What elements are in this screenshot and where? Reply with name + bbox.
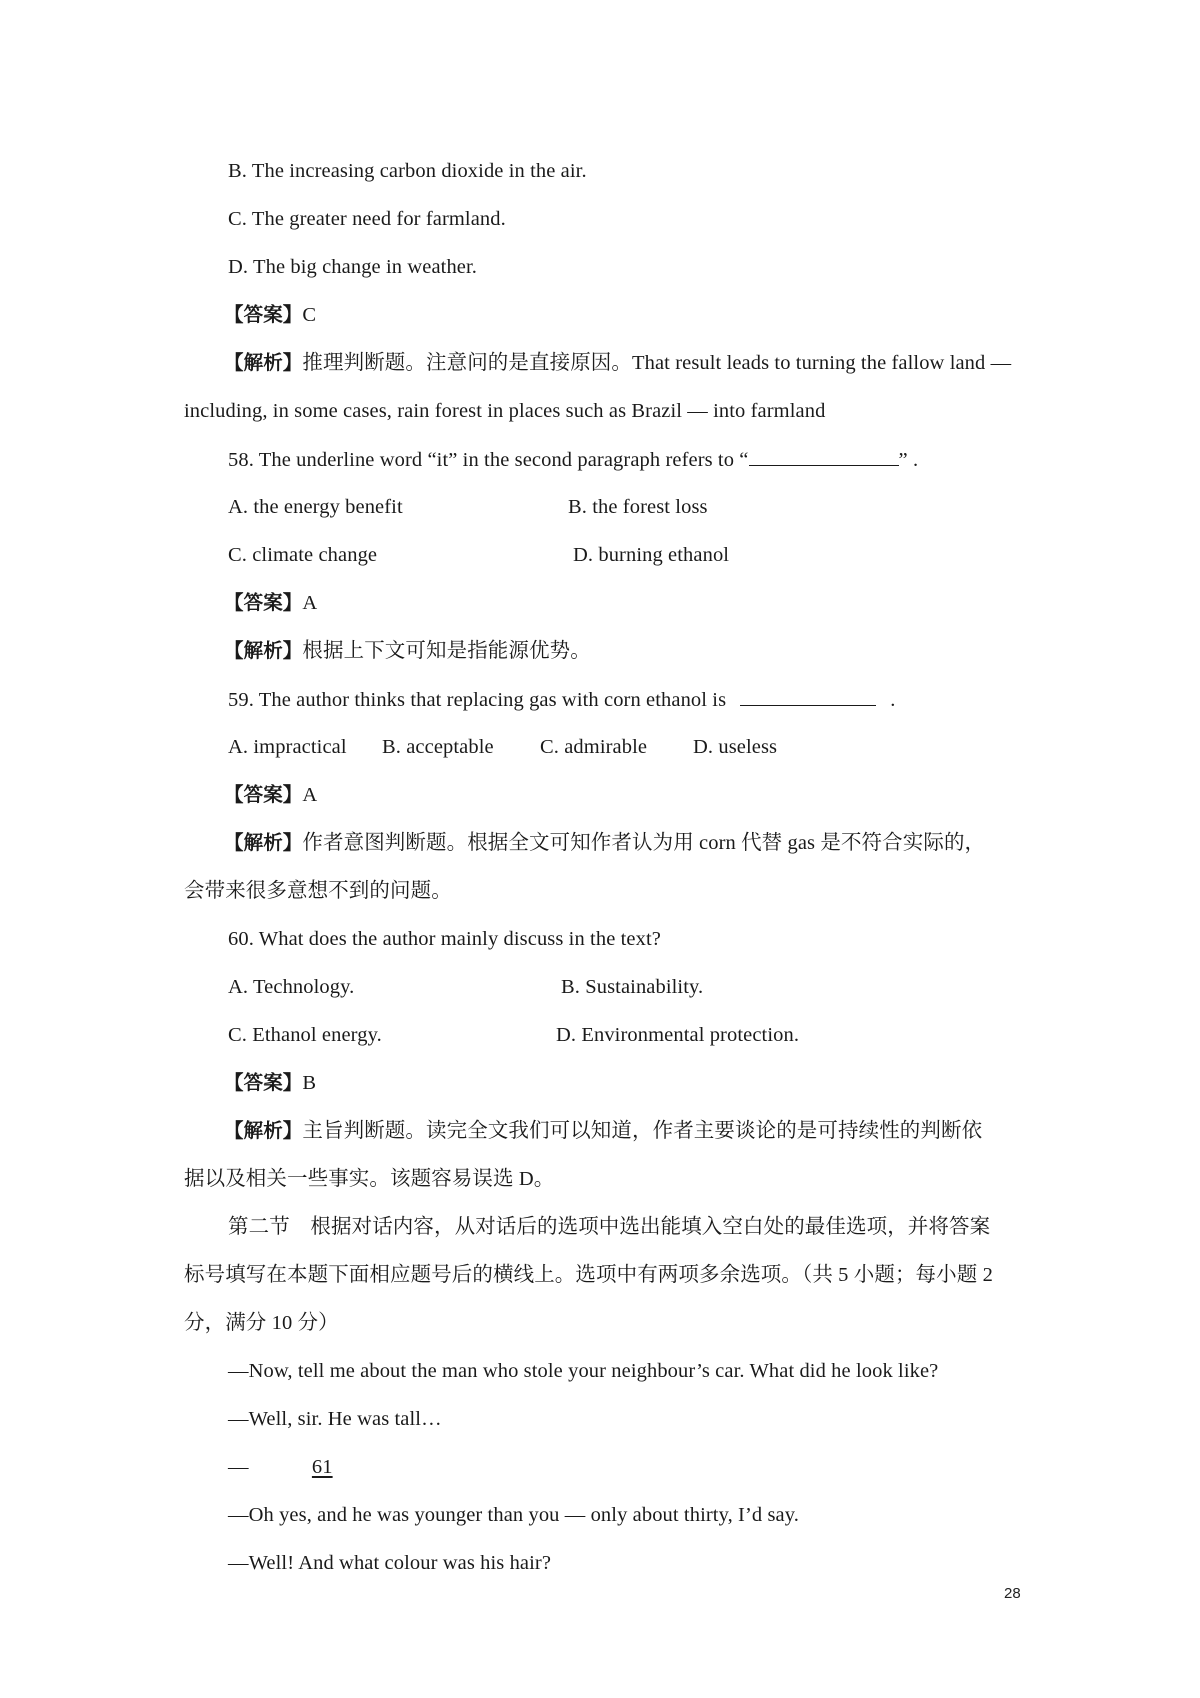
q57-option-b: B. The increasing carbon dioxide in the air. <box>228 160 587 182</box>
analysis-label: 【解析】 <box>224 1119 303 1142</box>
q58-answer <box>224 589 317 617</box>
answer-value: A <box>302 592 318 614</box>
q60-analysis-line-1 <box>224 1117 982 1145</box>
q60-option-c: C. Ethanol energy. <box>228 1024 382 1046</box>
q59-stem-end: . <box>890 689 896 711</box>
dialog-line-3 <box>228 1453 333 1481</box>
analysis-text: 主旨判断题。读完全文我们可以知道，作者主要谈论的是可持续性的判断依 <box>302 1120 983 1142</box>
answer-label: 【答案】 <box>224 1071 303 1094</box>
q57-option-d: D. The big change in weather. <box>228 256 478 278</box>
page-number: 28 <box>1004 1585 1021 1602</box>
analysis-label: 【解析】 <box>224 351 303 374</box>
q59-stem-text: 59. The author thinks that replacing gas with corn ethanol is <box>228 689 727 711</box>
q58-stem-end: ” . <box>898 449 919 471</box>
q60-analysis-line-2: 据以及相关一些事实。该题容易误选 D。 <box>184 1168 555 1190</box>
section-2-instructions-line-2: 标号填写在本题下面相应题号后的横线上。选项中有两项多余选项。（共 5 小题；每小题 2 <box>184 1264 993 1286</box>
answer-label: 【答案】 <box>224 591 303 614</box>
q58-option-c: C. climate change <box>228 544 378 566</box>
q58-option-b: B. the forest loss <box>568 496 708 518</box>
dialog-line-1: —Now, tell me about the man who stole your neighbour’s car. What did he look like? <box>228 1360 939 1382</box>
q59-option-c: C. admirable <box>540 736 648 758</box>
q60-stem: 60. What does the author mainly discuss in the text? <box>228 928 661 950</box>
analysis-text: 根据上下文可知是指能源优势。 <box>302 640 591 662</box>
q60-answer <box>224 1069 316 1097</box>
q57-answer <box>224 301 316 329</box>
q59-blank <box>740 685 876 706</box>
q58-stem-text: 58. The underline word “it” in the second paragraph refers to “ <box>228 449 749 471</box>
q59-option-a: A. impractical <box>228 736 347 758</box>
answer-value: C <box>302 304 317 326</box>
analysis-text: 推理判断题。注意问的是直接原因。That result leads to turning the fallow land — <box>302 352 1012 374</box>
q60-option-b: B. Sustainability. <box>561 976 704 998</box>
q58-analysis <box>224 637 591 665</box>
section-2-instructions-line-1: 第二节 根据对话内容，从对话后的选项中选出能填入空白处的最佳选项，并将答案 <box>228 1216 991 1238</box>
answer-label: 【答案】 <box>224 303 303 326</box>
q58-option-d: D. burning ethanol <box>573 544 730 566</box>
blank-61: 61 <box>311 1456 333 1478</box>
q60-option-d: D. Environmental protection. <box>556 1024 800 1046</box>
q59-stem <box>228 685 895 714</box>
q59-answer <box>224 781 317 809</box>
q59-option-d: D. useless <box>693 736 778 758</box>
analysis-label: 【解析】 <box>224 831 303 854</box>
q58-blank <box>749 445 899 466</box>
q57-analysis-line-2: including, in some cases, rain forest in places such as Brazil — into farmland <box>184 400 826 422</box>
section-2-instructions-line-3: 分，满分 10 分） <box>184 1312 339 1334</box>
dialog-line-2: —Well, sir. He was tall… <box>228 1408 442 1430</box>
q59-analysis-line-2: 会带来很多意想不到的问题。 <box>184 880 452 902</box>
analysis-label: 【解析】 <box>224 639 303 662</box>
q57-option-c: C. The greater need for farmland. <box>228 208 506 230</box>
answer-value: A <box>302 784 318 806</box>
analysis-text: 作者意图判断题。根据全文可知作者认为用 corn 代替 gas 是不符合实际的， <box>302 832 986 854</box>
q60-option-a: A. Technology. <box>228 976 355 998</box>
q58-option-a: A. the energy benefit <box>228 496 403 518</box>
q59-option-b: B. acceptable <box>382 736 494 758</box>
dialog-line-5: —Well! And what colour was his hair? <box>228 1552 552 1574</box>
q59-analysis-line-1 <box>224 829 985 857</box>
dialog-dash: — <box>228 1456 249 1478</box>
q57-analysis-line-1 <box>224 349 1011 377</box>
answer-value: B <box>302 1072 317 1094</box>
answer-label: 【答案】 <box>224 783 303 806</box>
dialog-line-4: —Oh yes, and he was younger than you — only about thirty, I’d say. <box>228 1504 799 1526</box>
q58-stem <box>228 445 918 474</box>
